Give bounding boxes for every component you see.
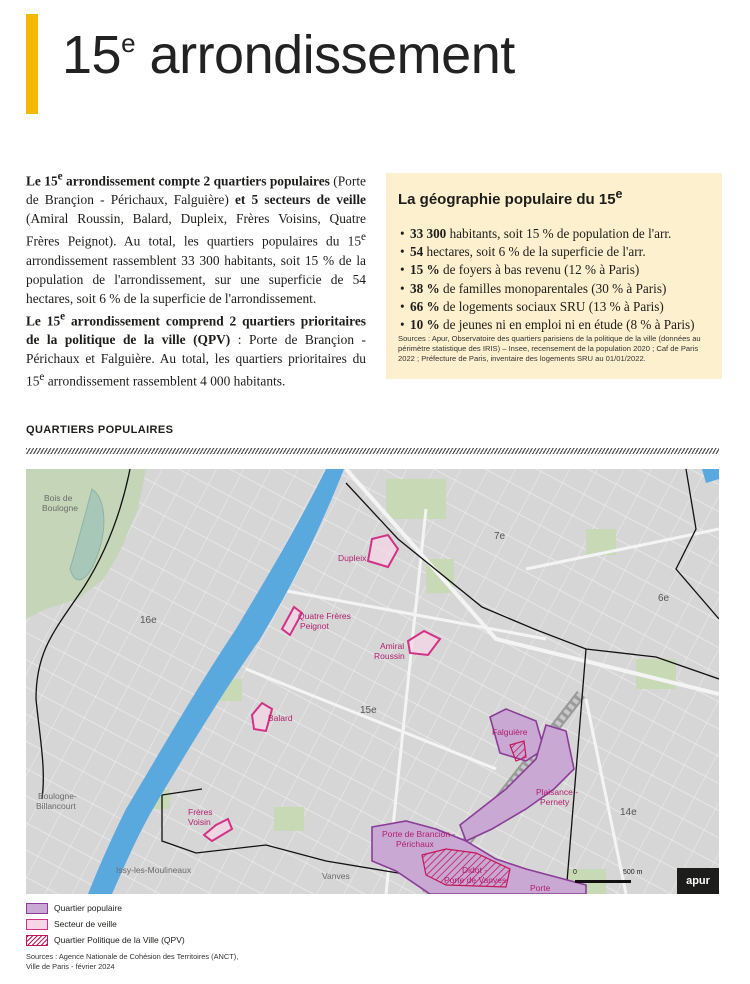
section-title: QUARTIERS POPULAIRES — [26, 424, 174, 436]
label-dupleix: Dupleix — [338, 553, 367, 563]
stat-item: • 33 300 habitants, soit 15 % de population de l'arr. — [400, 226, 672, 241]
park — [386, 479, 446, 519]
label-amiral-line1: Amiral — [380, 641, 405, 651]
stat-item: • 54 hectares, soit 6 % de la superficie de l'arr. — [400, 244, 646, 260]
label-issy: Issy-les-Moulineaux — [116, 865, 192, 875]
legend-swatch-veille — [26, 919, 48, 930]
label-plaisance-line1: Plaisance - — [536, 787, 579, 797]
hatch-divider — [26, 448, 719, 454]
label-qfp-line1: Quatre Frères — [298, 611, 351, 621]
stats-list — [400, 225, 695, 334]
label-didot-line1: Didot - — [462, 865, 488, 875]
stat-item: • 15 % de foyers à bas revenu (12 % à Paris) — [400, 262, 640, 278]
legend-swatch-qpv — [26, 935, 48, 946]
label-freres-line2: Voisin — [188, 817, 211, 827]
legend-item-qpv: Quartier Politique de la Ville (QPV) — [26, 932, 185, 948]
scale-zero: 0 — [573, 869, 577, 876]
label-arr-15: 15e — [360, 705, 377, 716]
label-brancion-line1: Porte de Brancion - — [382, 829, 456, 839]
label-freres-line1: Frères — [188, 807, 213, 817]
map-legend — [26, 900, 185, 948]
label-boulogne-billancourt-line1: Boulogne- — [38, 791, 77, 801]
label-bois-line2: Boulogne — [42, 503, 78, 513]
label-plaisance-line2: Pernety — [540, 797, 570, 807]
stat-item: • 10 % de jeunes ni en emploi ni en étude (8 % à Paris) — [400, 317, 695, 333]
label-balard: Balard — [268, 713, 293, 723]
stats-sources: Sources : Apur, Observatoire des quartiers parisiens de la politique de la ville (données au périmètre statistique des IRIS) – Insee, recensement de la population 2020 ; Caf de Paris 2022 ; Préfecture de Paris, inventaire des logements SRU au 01/01/2022. — [398, 334, 701, 363]
park — [274, 807, 304, 831]
label-didot-line2: Porte de Vanves — [444, 875, 507, 885]
page-title: 15e arrondissement — [62, 25, 515, 85]
label-falguiere: Falguière — [492, 727, 528, 737]
label-brancion-line2: Périchaux — [396, 839, 434, 849]
label-arr-16: 16e — [140, 615, 157, 626]
label-qfp-line2: Peignot — [300, 621, 329, 631]
stat-item: • 66 % de logements sociaux SRU (13 % à Paris) — [400, 298, 664, 314]
map-sources: Sources : Agence Nationale de Cohésion des Territoires (ANCT), Ville de Paris - février 2024 — [26, 952, 239, 971]
legend-item-populaire: Quartier populaire — [26, 900, 185, 916]
map-canvas — [26, 469, 719, 894]
apur-logo: apur — [677, 868, 719, 894]
label-porte: Porte — [530, 883, 551, 893]
intro-text — [26, 168, 366, 391]
label-arr-7: 7e — [494, 531, 506, 542]
intro-paragraph-1: Le 15e arrondissement compte 2 quartiers populaires (Porte de Brançion - Périchaux, Falguière) et 5 secteurs de veille (Amiral Roussin, Balard, Dupleix, Frères Voisins, Quatre Frères Peignot). Au total, les quartiers populaires du 15e arrondissement rassemblent 33 300 habitants, soit 15 % de la population de l'arrondissement, sur une superficie de 54 hectares, soit 6 % de la superficie de l'arrondissement. — [26, 171, 366, 306]
stats-box — [386, 173, 722, 379]
legend-item-veille: Secteur de veille — [26, 916, 185, 932]
stats-title: La géographie populaire du 15e — [398, 187, 623, 208]
scale-max: 500 m — [623, 869, 643, 876]
label-boulogne-billancourt-line2: Billancourt — [36, 801, 76, 811]
label-arr-14: 14e — [620, 807, 637, 818]
scale-line — [575, 880, 631, 883]
label-arr-6: 6e — [658, 593, 670, 604]
label-bois-line1: Bois de — [44, 493, 73, 503]
legend-swatch-populaire — [26, 903, 48, 914]
map[interactable] — [26, 469, 719, 894]
label-amiral-line2: Roussin — [374, 651, 405, 661]
intro-paragraph-2: Le 15e arrondissement comprend 2 quartiers prioritaires de la politique de la ville (QPV) : Porte de Brançion - Périchaux et Falguière. Au total, les quartiers prioritaires du 15e arrondissement rassemblent 4 000 habitants. — [26, 310, 366, 389]
label-vanves: Vanves — [322, 871, 350, 881]
accent-bar — [26, 14, 38, 114]
stat-item: • 38 % de familles monoparentales (30 % à Paris) — [400, 280, 667, 296]
